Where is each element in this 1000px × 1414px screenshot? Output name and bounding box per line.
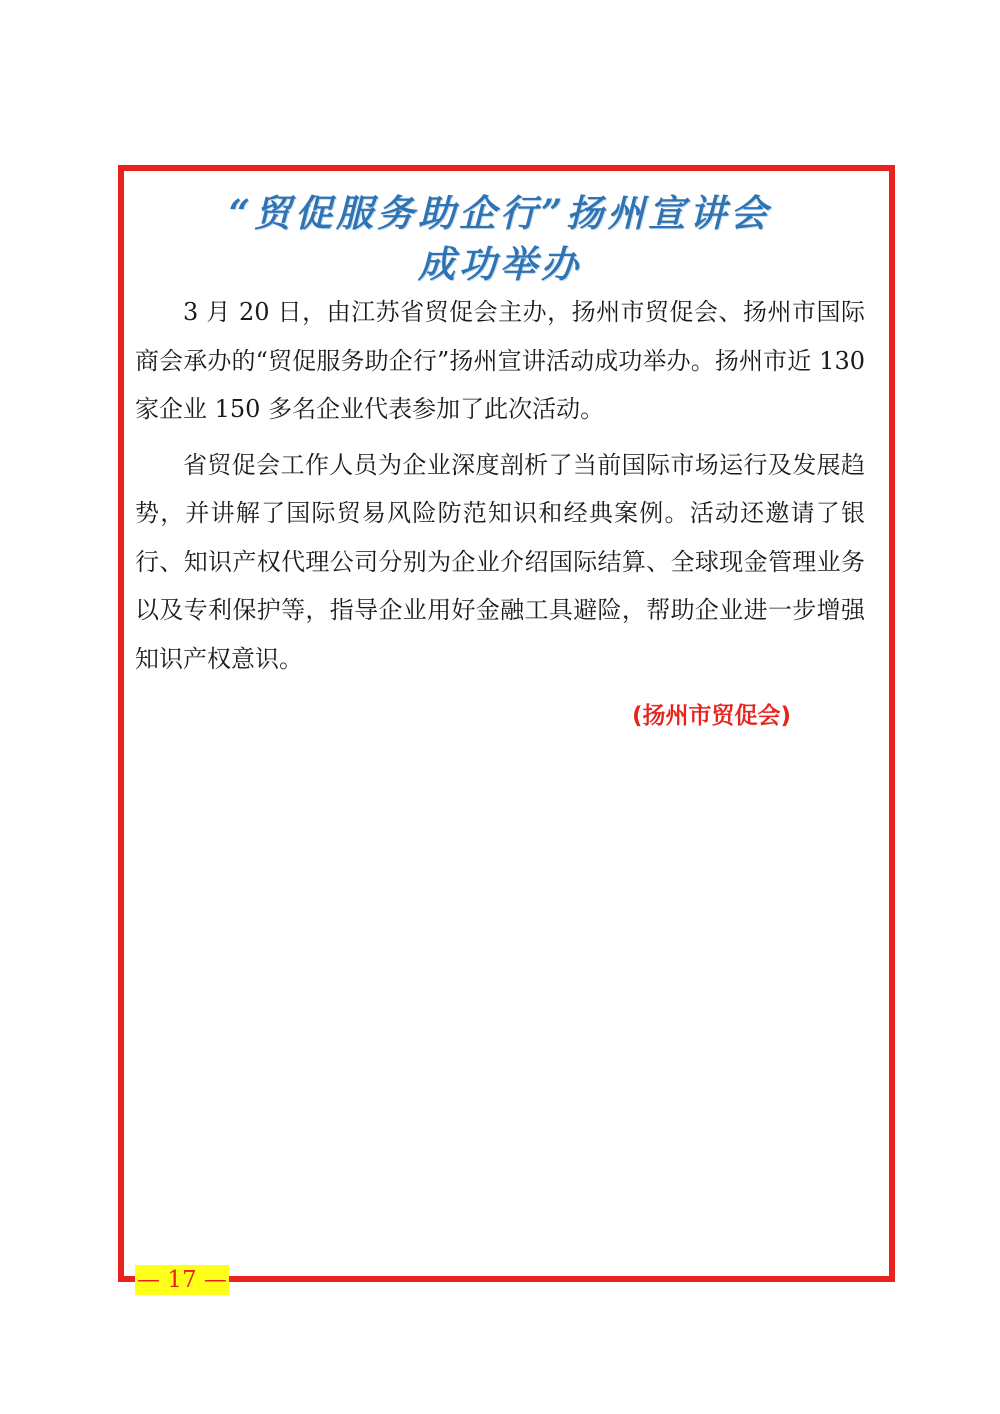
paragraph-2: 省贸促会工作人员为企业深度剖析了当前国际市场运行及发展趋势，并讲解了国际贸易风险防范知识和经典案例。活动还邀请了银行、知识产权代理公司分别为企业介绍国际结算、全球现金管理业务以及专利保护等，指导企业用好金融工具避险，帮助企业进一步增强知识产权意识。: [135, 450, 865, 673]
article-title-line-2: 成功举办: [418, 242, 582, 286]
paragraph-1: 3 月 20 日，由江苏省贸促会主办，扬州市贸促会、扬州市国际商会承办的“贸促服务助企行”扬州宣讲活动成功举办。扬州市近 130 家企业 150 多名企业代表参加了此次活动。: [135, 298, 865, 423]
page-number: — 17 —: [135, 1265, 229, 1295]
article-source: (扬州市贸促会): [632, 703, 792, 729]
article-title-line-1: “贸促服务助企行”扬州宣讲会: [228, 191, 772, 235]
article-body: [135, 288, 865, 690]
